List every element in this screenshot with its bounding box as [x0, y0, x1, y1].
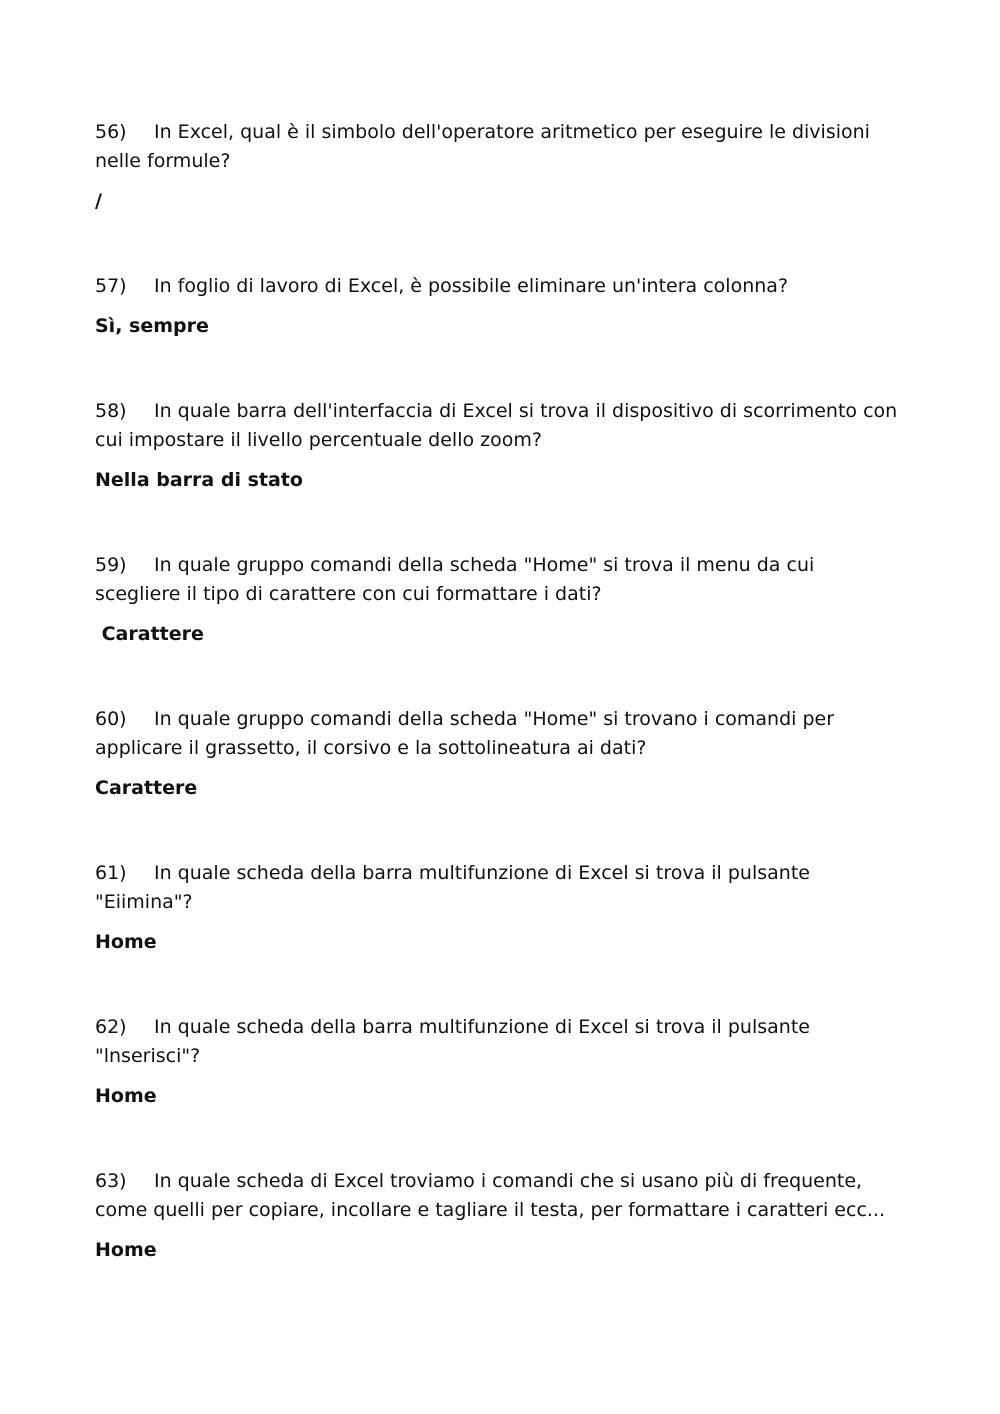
question-body: In quale scheda della barra multifunzione di Excel si trova il pulsante "Eiimina"?: [95, 862, 810, 913]
question-text: [95, 272, 905, 301]
answer-text: Carattere: [95, 623, 204, 645]
question-number: 61): [95, 862, 127, 884]
question-number: 62): [95, 1016, 127, 1038]
answer-text: Home: [95, 931, 157, 953]
question-body: In quale scheda di Excel troviamo i comandi che si usano più di frequente, come quelli per copiare, incollare e tagliare il testa, per formattare i caratteri ecc...: [95, 1170, 886, 1221]
question-text: [95, 859, 905, 917]
question-block: [95, 118, 905, 214]
answer-text: Carattere: [95, 777, 198, 799]
question-body: In quale scheda della barra multifunzione di Excel si trova il pulsante "lnserisci"?: [95, 1016, 810, 1067]
question-list: [95, 118, 905, 1321]
question-number: 60): [95, 708, 127, 730]
question-text: [95, 1013, 905, 1071]
question-text: [95, 397, 905, 455]
question-text: [95, 705, 905, 763]
question-text: [95, 118, 905, 176]
question-block: [95, 859, 905, 955]
question-number: 56): [95, 121, 127, 143]
question-block: [95, 1167, 905, 1263]
question-block: [95, 705, 905, 801]
question-block: [95, 1013, 905, 1109]
question-number: 57): [95, 275, 127, 297]
question-body: In quale barra dell'interfaccia di Excel si trova il dispositivo di scorrimento con cui impostare il livello percentuale dello zoom?: [95, 400, 898, 451]
question-body: In quale gruppo comandi della scheda "Home" si trovano i comandi per applicare il grassetto, il corsivo e la sottolineatura ai dati?: [95, 708, 835, 759]
question-body: In Excel, qual è il simbolo dell'operatore aritmetico per eseguire le divisioni nelle formule?: [95, 121, 870, 172]
question-number: 58): [95, 400, 127, 422]
question-number: 63): [95, 1170, 127, 1192]
question-body: In foglio di lavoro di Excel, è possibile eliminare un'intera colonna?: [154, 275, 789, 297]
question-body: In quale gruppo comandi della scheda "Home" si trova il menu da cui scegliere il tipo di carattere con cui formattare i dati?: [95, 554, 815, 605]
question-text: [95, 1167, 905, 1225]
question-block: [95, 551, 905, 647]
answer-text: Sì, sempre: [95, 315, 209, 337]
question-block: [95, 397, 905, 493]
question-block: [95, 272, 905, 339]
answer-text: /: [95, 190, 102, 212]
question-number: 59): [95, 554, 127, 576]
answer-text: Home: [95, 1085, 157, 1107]
answer-text: Home: [95, 1239, 157, 1261]
answer-text: Nella barra di stato: [95, 469, 303, 491]
question-text: [95, 551, 905, 609]
